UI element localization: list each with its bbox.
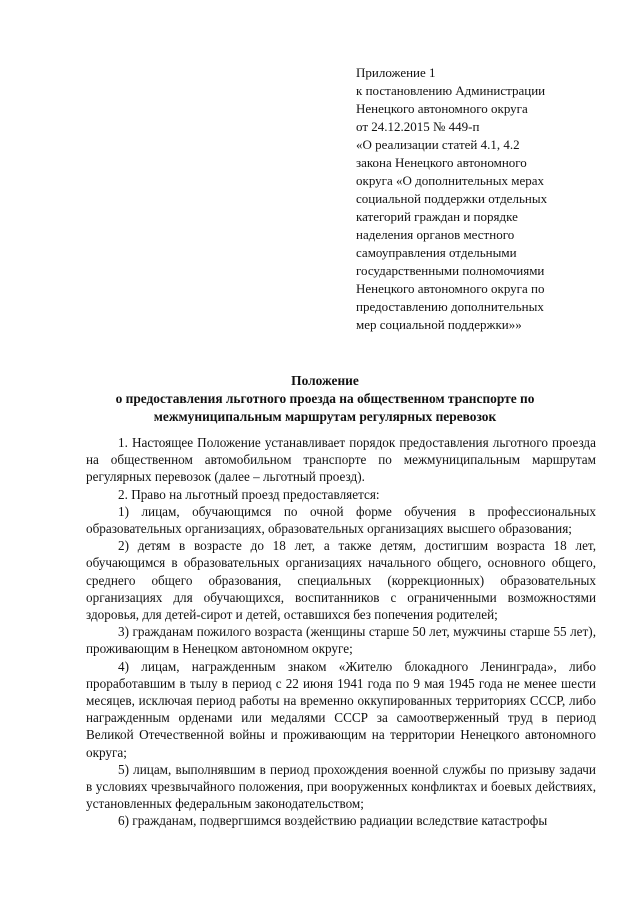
appendix-line: наделения органов местного (356, 227, 515, 242)
appendix-line: государственными полномочиями (356, 263, 545, 278)
paragraph-2-2: 2) детям в возрасте до 18 лет, а также детям, достигшим возраста 18 лет, обучающимся в образовательных организациях начального общего, основного общего, среднего общего образования, специальных (коррекционных) образовательных организациях для обучающихся, воспитанников с ограниченными возможностями здоровья, для детей-сирот и детей, оставшихся без попечения родителей; (86, 538, 596, 623)
paragraph-2-1: 1) лицам, обучающимся по очной форме обучения в профессиональных образовательных организациях, образовательных организациях высшего образования; (86, 503, 596, 537)
title-line-3: межмуниципальным маршрутам регулярных перевозок (153, 409, 497, 424)
appendix-line: самоуправления отдельными (356, 245, 517, 260)
paragraph-2: 2. Право на льготный проезд предоставляется: (118, 486, 380, 502)
paragraph-2-5: 5) лицам, выполнявшим в период прохождения военной службы по призыву задачи в условиях чрезвычайного положения, при вооруженных конфликтах и боевых действиях, установленных федеральным законодательством; (86, 761, 596, 812)
paragraph-2-3: 3) гражданам пожилого возраста (женщины старше 50 лет, мужчины старше 55 лет), проживающим в Ненецком автономном округе; (86, 624, 596, 657)
paragraph-2-4: 4) лицам, награжденным знаком «Жителю блокадного Ленинграда», либо проработавшим в тылу в период с 22 июня 1941 года по 9 мая 1945 года не менее шести месяцев, исключая период работы на временно оккупированных территориях СССР, либо награжденным орденами или медалями СССР за самоотверженный труд в период Великой Отечественной войны и проживающим на территории Ненецкого автономного округа; (86, 658, 596, 760)
paragraph-2-6: 6) гражданам, подвергшимся воздействию радиации вследствие катастрофы (118, 813, 548, 829)
title-line-2: о предоставления льготного проезда на общественном транспорте по (115, 391, 535, 406)
appendix-line: «О реализации статей 4.1, 4.2 (356, 137, 520, 152)
appendix-line: от 24.12.2015 № 449-п (356, 119, 480, 134)
appendix-line: к постановлению Администрации (356, 83, 546, 98)
appendix-line: мер социальной поддержки»» (356, 317, 522, 332)
appendix-line: Ненецкого автономного округа (356, 101, 528, 116)
title-line-1: Положение (291, 373, 359, 388)
appendix-line: закона Ненецкого автономного (356, 155, 527, 170)
appendix-line: Приложение 1 (356, 65, 436, 80)
appendix-line: социальной поддержки отдельных (356, 191, 548, 206)
document-body (86, 434, 596, 830)
appendix-line: предоставлению дополнительных (356, 299, 544, 314)
appendix-line: округа «О дополнительных мерах (356, 173, 545, 188)
appendix-line: категорий граждан и порядке (356, 209, 518, 224)
document-title (60, 372, 590, 426)
appendix-line: Ненецкого автономного округа по (356, 281, 545, 296)
paragraph-1: 1. Настоящее Положение устанавливает порядок предоставления льготного проезда на общественном автомобильном транспорте по межмуниципальным маршрутам регулярных перевозок (далее – льготный проезд). (86, 435, 596, 485)
appendix-block (356, 64, 618, 334)
